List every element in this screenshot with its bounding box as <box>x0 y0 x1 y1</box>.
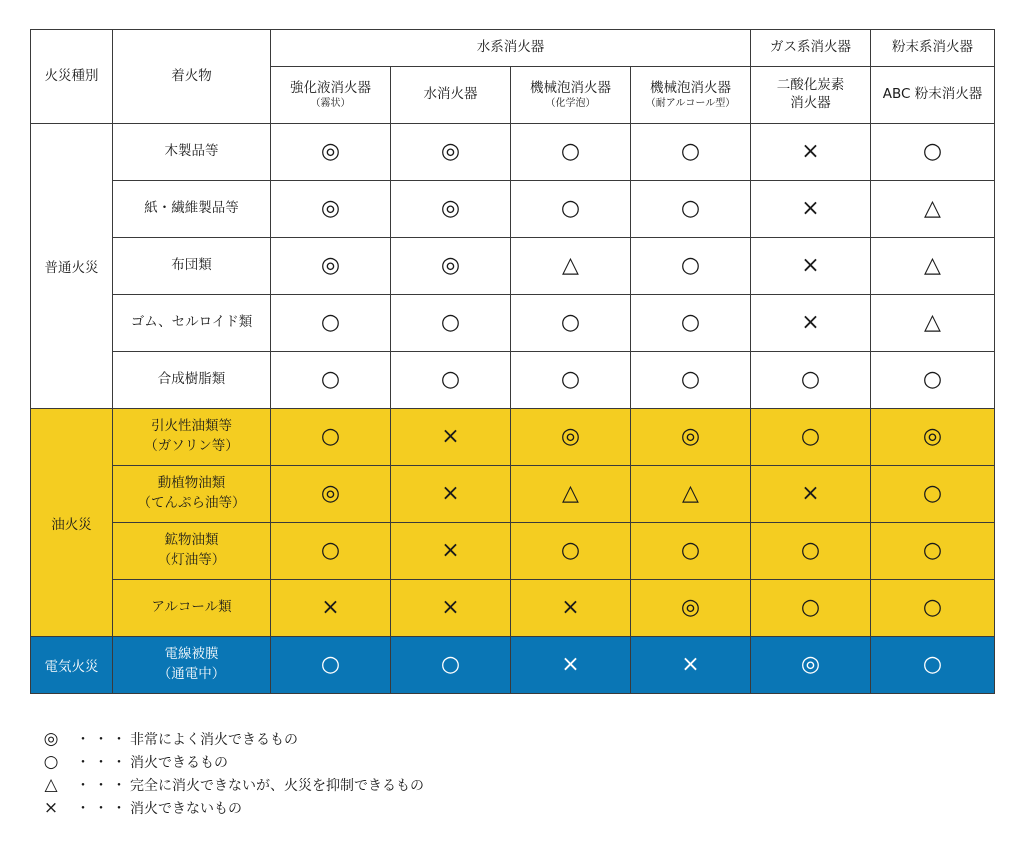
legend-text: 完全に消火できないが、火災を抑制できるもの <box>130 777 424 794</box>
rating-symbol: ◎ <box>680 595 701 620</box>
rating-cell <box>391 181 511 238</box>
table-body <box>31 124 995 694</box>
rating-cell <box>871 466 995 523</box>
rating-symbol: △ <box>924 253 941 278</box>
column-header <box>511 67 631 124</box>
legend <box>40 727 424 819</box>
rating-symbol: × <box>801 196 820 221</box>
material-cell <box>113 238 271 295</box>
rating-cell <box>511 124 631 181</box>
rating-symbol: ○ <box>560 538 581 563</box>
material-line: 木製品等 <box>164 143 219 160</box>
rating-cell <box>391 295 511 352</box>
rating-cell <box>631 238 751 295</box>
rating-cell <box>871 637 995 694</box>
rating-cell <box>751 352 871 409</box>
rating-symbol: ○ <box>922 367 943 392</box>
rating-symbol: ○ <box>922 139 943 164</box>
rating-cell <box>631 637 751 694</box>
column-header-sublabel: （霧状） <box>310 98 351 110</box>
rating-symbol: ○ <box>680 538 701 563</box>
rating-symbol: ○ <box>680 196 701 221</box>
legend-item <box>40 750 424 773</box>
rating-symbol: × <box>441 481 460 506</box>
column-header-label: 二酸化炭素 <box>776 77 845 94</box>
rating-cell <box>511 181 631 238</box>
material-line: アルコール類 <box>151 599 232 616</box>
rating-cell <box>511 523 631 580</box>
legend-item <box>40 796 424 819</box>
rating-symbol: × <box>801 139 820 164</box>
rating-symbol: ○ <box>320 538 341 563</box>
table-header <box>31 30 995 124</box>
rating-symbol: × <box>561 652 580 677</box>
rating-symbol: ○ <box>800 367 821 392</box>
rating-cell <box>271 238 391 295</box>
rating-cell <box>751 124 871 181</box>
material-cell <box>113 181 271 238</box>
extinguisher-compatibility-table <box>30 29 995 694</box>
column-header-sublabel: 消火器 <box>790 95 831 111</box>
rating-symbol: ◎ <box>440 196 461 221</box>
material-cell <box>113 466 271 523</box>
extinguisher-compatibility-table-wrapper <box>30 29 995 694</box>
rating-symbol: ○ <box>922 538 943 563</box>
column-header-sublabel: （化学泡） <box>545 98 596 110</box>
rating-cell <box>751 580 871 637</box>
rating-symbol: ○ <box>440 367 461 392</box>
material-line: 動植物油類 <box>157 475 226 492</box>
rating-symbol: △ <box>562 481 579 506</box>
rating-symbol: ○ <box>680 367 701 392</box>
rating-cell <box>751 466 871 523</box>
rating-cell <box>871 124 995 181</box>
rating-cell <box>391 238 511 295</box>
material-line: （てんぷら油等） <box>137 495 246 511</box>
legend-symbol: ◎ <box>43 728 59 749</box>
rating-symbol: ◎ <box>320 139 341 164</box>
material-line: （通電中） <box>157 666 226 682</box>
rating-cell <box>871 409 995 466</box>
table-row <box>31 295 995 352</box>
legend-item <box>40 727 424 750</box>
table-row <box>31 523 995 580</box>
rating-cell <box>871 238 995 295</box>
rating-cell <box>871 181 995 238</box>
rating-symbol: ◎ <box>320 481 341 506</box>
column-header-label: ABC 粉末消火器 <box>882 86 983 103</box>
rating-cell <box>751 238 871 295</box>
gas-group-header: ガス系消火器 <box>751 30 871 67</box>
legend-text: 非常によく消火できるもの <box>130 731 298 748</box>
rating-symbol: ○ <box>320 652 341 677</box>
rating-cell <box>271 181 391 238</box>
rating-cell <box>271 352 391 409</box>
column-header <box>391 67 511 124</box>
material-line: 引火性油類等 <box>151 418 232 435</box>
table-row <box>31 580 995 637</box>
rating-cell <box>271 466 391 523</box>
rating-symbol: ○ <box>800 595 821 620</box>
fire-category-cell: 普通火災 <box>31 124 113 409</box>
rating-cell <box>271 580 391 637</box>
rating-symbol: ○ <box>800 424 821 449</box>
rating-cell <box>271 295 391 352</box>
rating-symbol: ○ <box>320 310 341 335</box>
material-cell <box>113 409 271 466</box>
rating-symbol: × <box>801 481 820 506</box>
rating-cell <box>511 295 631 352</box>
water-group-header: 水系消火器 <box>271 30 751 67</box>
material-header: 着火物 <box>113 30 271 124</box>
column-header-sublabel: （耐アルコール型） <box>645 98 736 110</box>
rating-symbol: △ <box>562 253 579 278</box>
legend-dots: ・・・ <box>76 800 130 817</box>
rating-cell <box>391 466 511 523</box>
rating-symbol: ○ <box>680 310 701 335</box>
rating-cell <box>391 637 511 694</box>
table-row <box>31 409 995 466</box>
rating-cell <box>871 352 995 409</box>
material-line: 鉱物油類 <box>164 532 219 549</box>
table-row <box>31 181 995 238</box>
fire-type-header: 火災種別 <box>31 30 113 124</box>
rating-cell <box>871 295 995 352</box>
legend-text: 消火できないもの <box>130 800 242 817</box>
rating-symbol: ○ <box>680 139 701 164</box>
rating-symbol: △ <box>924 310 941 335</box>
material-line: （ガソリン等） <box>144 438 239 454</box>
rating-cell <box>391 124 511 181</box>
rating-cell <box>751 295 871 352</box>
rating-cell <box>511 466 631 523</box>
rating-cell <box>871 523 995 580</box>
rating-symbol: ◎ <box>922 424 943 449</box>
rating-symbol: ○ <box>560 196 581 221</box>
rating-symbol: ◎ <box>560 424 581 449</box>
column-header <box>871 67 995 124</box>
rating-cell <box>391 409 511 466</box>
table-row <box>31 466 995 523</box>
rating-cell <box>631 523 751 580</box>
column-header-label: 機械泡消火器 <box>650 79 731 96</box>
rating-symbol: △ <box>924 196 941 221</box>
material-line: （灯油等） <box>157 552 226 568</box>
rating-cell <box>631 580 751 637</box>
rating-symbol: ○ <box>440 310 461 335</box>
table-row <box>31 238 995 295</box>
rating-symbol: × <box>441 424 460 449</box>
legend-text: 消火できるもの <box>130 754 228 771</box>
legend-symbol: × <box>43 797 59 818</box>
rating-cell <box>391 580 511 637</box>
rating-symbol: × <box>321 595 340 620</box>
rating-cell <box>511 238 631 295</box>
material-cell <box>113 523 271 580</box>
rating-cell <box>631 124 751 181</box>
column-header <box>271 67 391 124</box>
legend-dots: ・・・ <box>76 754 130 771</box>
rating-symbol: ◎ <box>680 424 701 449</box>
rating-symbol: × <box>561 595 580 620</box>
fire-category-cell: 油火災 <box>31 409 113 637</box>
column-header-label: 水消火器 <box>423 86 478 103</box>
table-row <box>31 124 995 181</box>
table-row <box>31 352 995 409</box>
rating-symbol: × <box>801 310 820 335</box>
rating-symbol: ○ <box>320 424 341 449</box>
material-cell <box>113 124 271 181</box>
rating-cell <box>271 124 391 181</box>
rating-symbol: ○ <box>560 367 581 392</box>
rating-symbol: ○ <box>680 253 701 278</box>
legend-symbol: ○ <box>43 751 59 772</box>
powder-group-header: 粉末系消火器 <box>871 30 995 67</box>
rating-cell <box>391 352 511 409</box>
material-cell <box>113 580 271 637</box>
rating-symbol: × <box>681 652 700 677</box>
rating-cell <box>271 409 391 466</box>
rating-symbol: ◎ <box>320 253 341 278</box>
rating-cell <box>511 580 631 637</box>
rating-symbol: ○ <box>922 595 943 620</box>
rating-symbol: ○ <box>800 538 821 563</box>
legend-symbol: △ <box>44 774 58 795</box>
rating-cell <box>631 466 751 523</box>
material-line: 合成樹脂類 <box>157 371 226 388</box>
rating-symbol: ◎ <box>440 139 461 164</box>
rating-symbol: ◎ <box>320 196 341 221</box>
rating-cell <box>751 523 871 580</box>
rating-cell <box>631 352 751 409</box>
fire-category-cell: 電気火災 <box>31 637 113 694</box>
material-line: 布団類 <box>171 257 212 274</box>
legend-item <box>40 773 424 796</box>
rating-symbol: ○ <box>560 139 581 164</box>
legend-dots: ・・・ <box>76 731 130 748</box>
rating-cell <box>751 637 871 694</box>
rating-cell <box>271 523 391 580</box>
column-header-label: 強化液消火器 <box>290 79 371 96</box>
rating-symbol: △ <box>682 481 699 506</box>
rating-cell <box>631 181 751 238</box>
rating-cell <box>511 409 631 466</box>
rating-cell <box>751 409 871 466</box>
rating-symbol: × <box>441 595 460 620</box>
rating-symbol: ◎ <box>800 652 821 677</box>
material-line: ゴム、セルロイド類 <box>130 314 253 331</box>
table-row <box>31 637 995 694</box>
rating-cell <box>511 637 631 694</box>
material-line: 電線被膜 <box>164 646 219 663</box>
material-cell <box>113 637 271 694</box>
column-header <box>751 67 871 124</box>
rating-cell <box>631 295 751 352</box>
rating-cell <box>631 409 751 466</box>
rating-symbol: ○ <box>922 652 943 677</box>
rating-symbol: ○ <box>922 481 943 506</box>
rating-symbol: × <box>801 253 820 278</box>
rating-cell <box>271 637 391 694</box>
rating-cell <box>871 580 995 637</box>
rating-cell <box>751 181 871 238</box>
material-line: 紙・繊維製品等 <box>144 200 239 217</box>
rating-symbol: ◎ <box>440 253 461 278</box>
rating-cell <box>511 352 631 409</box>
rating-symbol: ○ <box>320 367 341 392</box>
rating-symbol: ○ <box>560 310 581 335</box>
legend-dots: ・・・ <box>76 777 130 794</box>
rating-symbol: × <box>441 538 460 563</box>
material-cell <box>113 352 271 409</box>
column-header <box>631 67 751 124</box>
rating-cell <box>391 523 511 580</box>
material-cell <box>113 295 271 352</box>
rating-symbol: ○ <box>440 652 461 677</box>
column-header-label: 機械泡消火器 <box>530 79 611 96</box>
